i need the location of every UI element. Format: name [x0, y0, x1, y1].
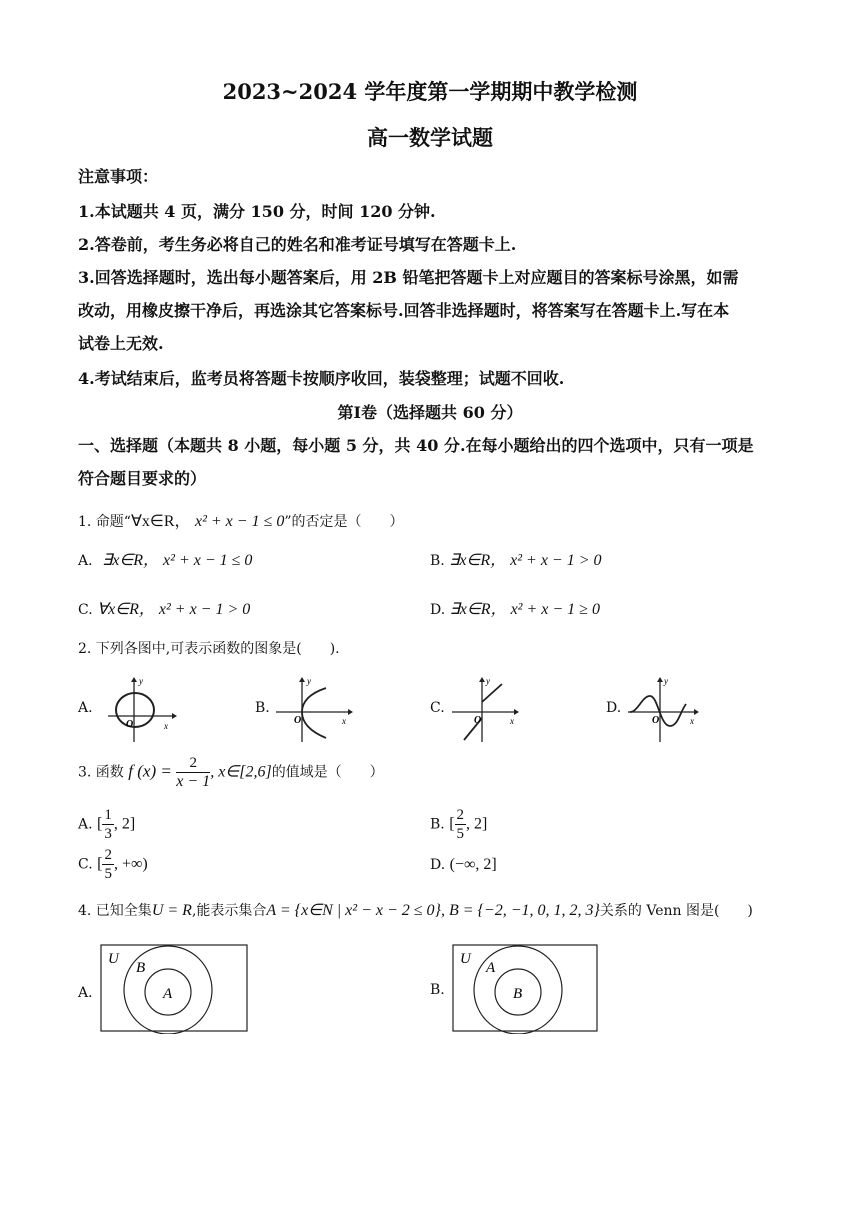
- outer-set-label: A: [486, 960, 496, 976]
- q4-label-b: B.: [430, 982, 445, 998]
- option-label: D.: [430, 602, 446, 618]
- bracket: [: [449, 815, 455, 833]
- q2-label-d: D.: [606, 700, 622, 716]
- question-4-stem: [78, 900, 753, 920]
- universe-label: U: [108, 951, 119, 967]
- fraction-denominator: 5: [104, 866, 112, 882]
- q1-option-c[interactable]: [78, 596, 250, 619]
- exam-subtitle: 高一数学试题: [367, 125, 493, 150]
- q3-domain: , x∈[2,6]: [210, 763, 272, 781]
- q4-set-a: A = {x∈N | x² − x − 2 ≤ 0}: [266, 902, 441, 919]
- option-label: D.: [430, 857, 446, 873]
- q3-suffix: 的值域是（ ）: [271, 764, 384, 781]
- q1-forall: ∀x∈R，: [130, 513, 191, 530]
- q4-mid: ,能表示集合: [191, 903, 267, 919]
- q2-graph-b[interactable]: [272, 674, 356, 744]
- q1-option-b[interactable]: [430, 547, 602, 570]
- origin-label: O: [474, 715, 482, 726]
- origin-label: O: [652, 715, 660, 726]
- q3-option-b[interactable]: [430, 806, 487, 843]
- q4-label-a: A．: [78, 985, 103, 1001]
- q2-graph-c[interactable]: [448, 674, 522, 744]
- note-3-line-1: 3.回答选择题时，选出每小题答案后，用 2B 铅笔把答题卡上对应题目的答案标号涂黑，如需: [78, 268, 739, 287]
- q4-suffix: 关系的 Venn 图是( ): [599, 903, 753, 919]
- option-rest: , 2]: [466, 815, 488, 833]
- q1-expr: x² + x − 1 ≤ 0: [194, 513, 285, 530]
- axis-x-label: x: [164, 721, 168, 731]
- fraction-numerator: 1: [104, 807, 112, 823]
- q2-graph-a[interactable]: [106, 674, 178, 744]
- note-4: 4.考试结束后，监考员将答题卡按顺序收回，装袋整理；试题不回收.: [78, 369, 565, 388]
- option-rest: , 2]: [113, 815, 136, 833]
- q1-option-d[interactable]: [430, 596, 600, 619]
- question-2-stem: 2. 下列各图中,可表示函数的图象是( ).: [78, 641, 340, 657]
- fraction-denominator: x − 1: [176, 773, 211, 790]
- option-text: ∃x∈R， x² + x − 1 > 0: [449, 552, 602, 569]
- option-label: B.: [430, 816, 445, 833]
- outer-set-label: B: [136, 960, 146, 976]
- exam-title: 2023~2024 学年度第一学期期中教学检测: [222, 79, 638, 104]
- q3-prefix: 3. 函数: [78, 764, 124, 781]
- option-fraction: [455, 806, 467, 843]
- q3-function: f (x) =: [128, 761, 172, 781]
- universe-label: U: [460, 951, 471, 967]
- fraction-numerator: 2: [104, 847, 112, 863]
- inner-set-label: B: [513, 986, 523, 1002]
- q2-label-a: A.: [78, 700, 93, 716]
- note-3-line-3: 试卷上无效.: [78, 334, 164, 353]
- axis-x-label: x: [342, 716, 346, 726]
- q4-universe: U = R: [151, 902, 192, 919]
- option-rest: , +∞): [113, 855, 148, 873]
- question-1-stem: [78, 508, 404, 531]
- q4-venn-a[interactable]: [100, 944, 250, 1034]
- axis-y-label: y: [139, 676, 143, 686]
- bracket: [: [97, 855, 103, 873]
- q2-graph-d[interactable]: [624, 674, 702, 744]
- option-fraction: [102, 846, 114, 883]
- option-label: A．: [78, 553, 103, 569]
- note-2: 2.答卷前，考生务必将自己的姓名和准考证号填写在答题卡上.: [78, 235, 517, 254]
- axis-y-label: y: [307, 676, 311, 686]
- notes-heading: 注意事项：: [78, 167, 159, 186]
- option-text: ∃x∈R， x² + x − 1 ≤ 0: [102, 552, 253, 569]
- q3-fraction: [176, 754, 210, 791]
- fraction-denominator: 3: [104, 826, 112, 842]
- axis-x-label: x: [690, 716, 694, 726]
- option-text: ∃x∈R， x² + x − 1 ≥ 0: [449, 601, 600, 618]
- fraction-numerator: 2: [456, 807, 465, 823]
- origin-label: O: [126, 719, 134, 730]
- note-1: 1.本试题共 4 页，满分 150 分，时间 120 分钟.: [78, 202, 436, 221]
- option-text: ∀x∈R， x² + x − 1 > 0: [97, 601, 251, 618]
- inner-set-label: A: [163, 986, 173, 1002]
- origin-label: O: [294, 715, 302, 726]
- q3-option-a[interactable]: [78, 806, 135, 843]
- bracket: [: [97, 815, 103, 833]
- question-3-stem: [78, 754, 384, 791]
- q2-label-c: C.: [430, 700, 445, 716]
- section-heading-line-1: 一、选择题（本题共 8 小题，每小题 5 分，共 40 分.在每小题给出的四个选项中，只有一项是: [78, 436, 754, 455]
- q3-option-c[interactable]: [78, 846, 148, 883]
- axis-y-label: y: [486, 676, 490, 686]
- q1-suffix: ”的否定是（ ）: [284, 514, 404, 530]
- q3-option-d[interactable]: [430, 856, 497, 874]
- q1-option-a[interactable]: [78, 547, 252, 570]
- fraction-denominator: 5: [456, 826, 465, 842]
- option-fraction: [102, 806, 114, 843]
- option-label: B.: [430, 553, 445, 569]
- option-text: (−∞, 2]: [449, 856, 497, 873]
- axis-y-label: y: [664, 676, 668, 686]
- fraction-numerator: 2: [176, 754, 210, 773]
- section-heading-line-2: 符合题目要求的）: [78, 469, 207, 488]
- axis-x-label: x: [510, 716, 514, 726]
- q4-venn-b[interactable]: [452, 944, 600, 1034]
- q2-label-b: B.: [255, 700, 270, 716]
- part-title: 第Ⅰ卷（选择题共 60 分）: [337, 403, 523, 422]
- note-3-line-2: 改动，用橡皮擦干净后，再选涂其它答案标号.回答非选择题时，将答案写在答题卡上.写在本: [78, 301, 730, 320]
- q1-prefix: 1. 命题“: [78, 514, 131, 530]
- q4-set-b: , B = {−2, −1, 0, 1, 2, 3}: [440, 902, 600, 919]
- option-label: C.: [78, 602, 93, 618]
- option-label: C.: [78, 856, 93, 873]
- option-label: A.: [78, 816, 93, 833]
- q4-prefix: 4. 已知全集: [78, 903, 152, 919]
